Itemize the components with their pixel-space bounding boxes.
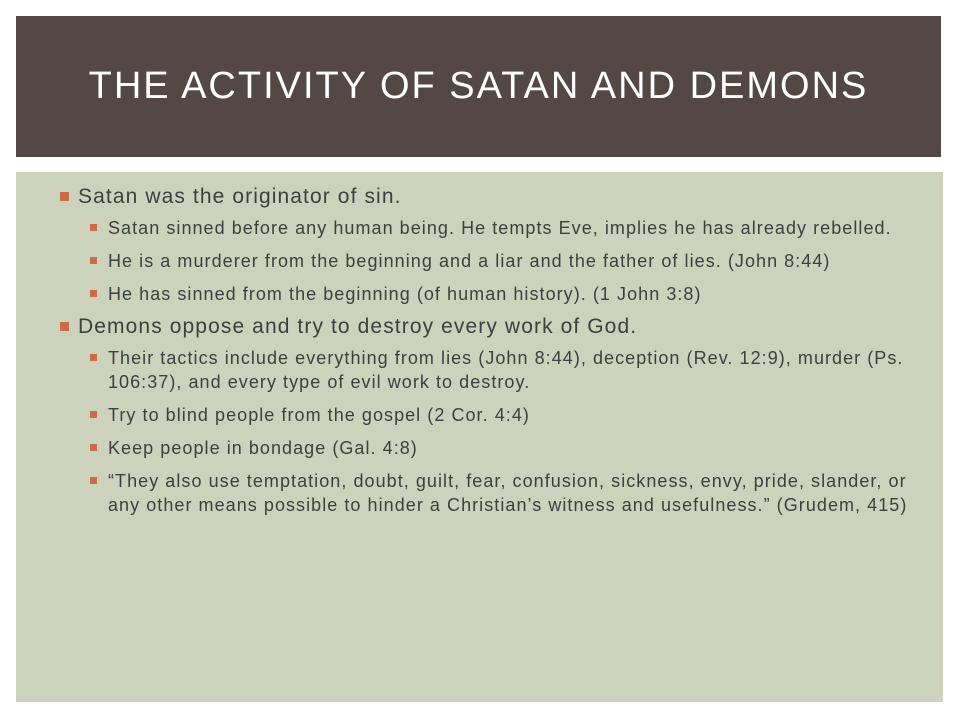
sub-bullet-item [78,436,920,460]
square-bullet-icon [60,192,69,201]
sub-bullet-text: Try to blind people from the gospel (2 Cor. 4:4) [108,405,530,425]
sub-bullet-item [78,403,920,427]
sub-bullet-list [78,216,920,306]
sub-bullet-text: Satan sinned before any human being. He tempts Eve, implies he has already rebelled. [108,218,892,238]
square-bullet-icon [90,290,97,297]
square-bullet-icon [90,444,97,451]
sub-bullet-item [78,249,920,273]
bullet-item [60,314,920,517]
bullet-text: Demons oppose and try to destroy every work of God. [78,315,638,338]
slide-title: THE ACTIVITY OF SATAN AND DEMONS [88,65,869,107]
content-panel [16,172,943,702]
sub-bullet-item [78,346,920,394]
bullet-item [60,184,920,306]
square-bullet-icon [90,477,97,484]
sub-bullet-item [78,469,920,517]
sub-bullet-text: He is a murderer from the beginning and a liar and the father of lies. (John 8:44) [108,251,831,271]
sub-bullet-text: He has sinned from the beginning (of human history). (1 John 3:8) [108,284,702,304]
sub-bullet-list [78,346,920,517]
sub-bullet-text: “They also use temptation, doubt, guilt, fear, confusion, sickness, envy, pride, slander, or any other means possible to hinder a Christian’s witness and usefulness.” (Grudem, 415) [108,471,908,515]
sub-bullet-item [78,282,920,306]
title-band [16,16,941,157]
sub-bullet-text: Their tactics include everything from lies (John 8:44), deception (Rev. 12:9), murder (Ps. 106:37), and every type of evil work to destroy. [108,348,904,392]
square-bullet-icon [60,322,69,331]
bullet-list [60,184,920,517]
square-bullet-icon [90,224,97,231]
square-bullet-icon [90,411,97,418]
bullet-text: Satan was the originator of sin. [78,185,402,208]
square-bullet-icon [90,354,97,361]
square-bullet-icon [90,257,97,264]
sub-bullet-text: Keep people in bondage (Gal. 4:8) [108,438,418,458]
sub-bullet-item [78,216,920,240]
